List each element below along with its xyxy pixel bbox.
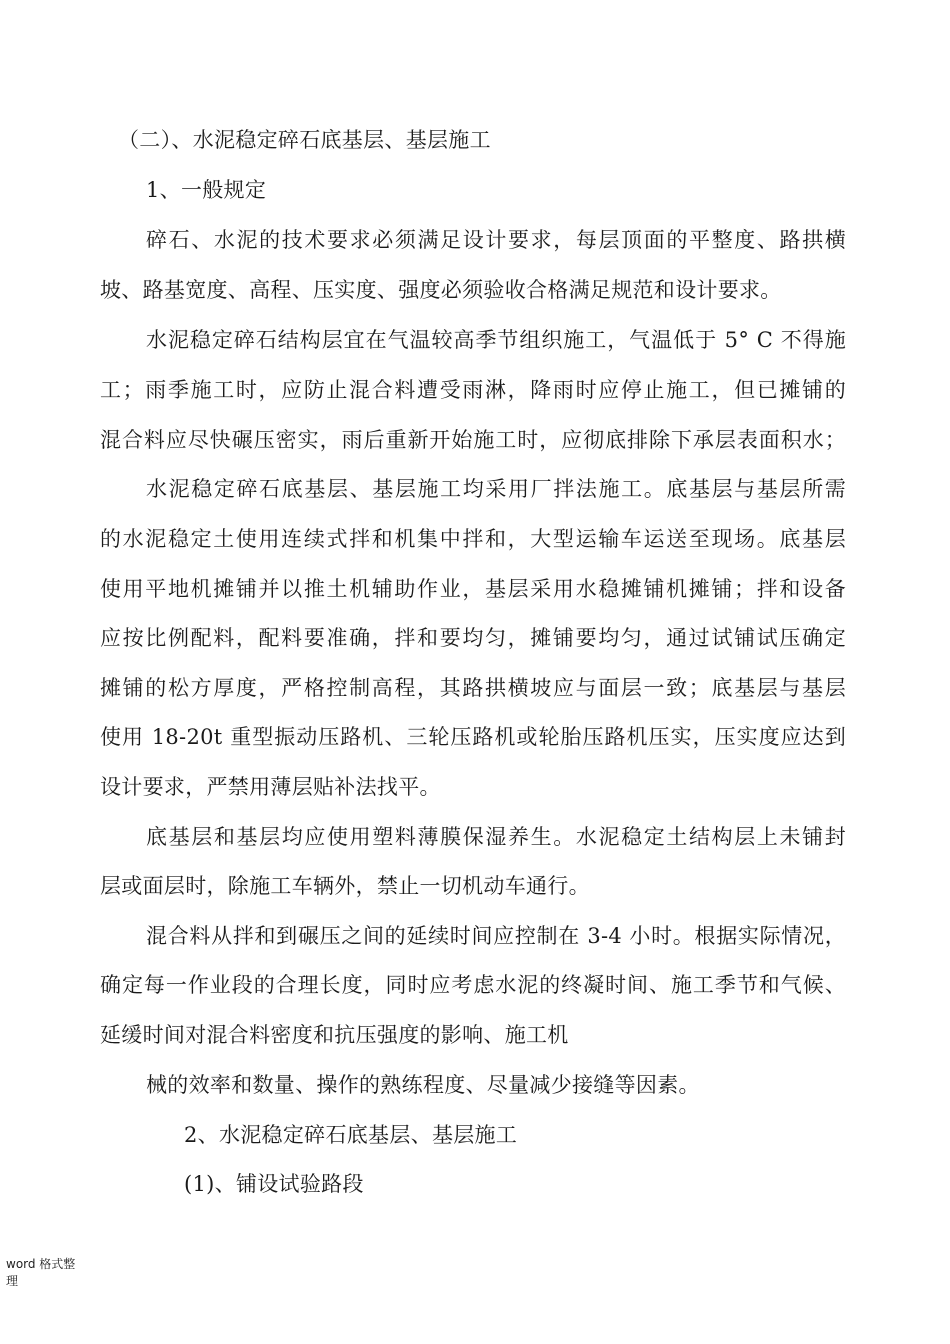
footer-line: 理: [6, 1274, 19, 1288]
paragraph-line: 混合料从拌和到碾压之间的延续时间应控制在 3-4 小时。根据实际情况，: [146, 924, 846, 948]
paragraph-line: 械的效率和数量、操作的熟练程度、尽量减少接缝等因素。: [146, 1073, 700, 1097]
paragraph-line: 坡、路基宽度、高程、压实度、强度必须验收合格满足规范和设计要求。: [100, 278, 782, 302]
paragraph-line: 水泥稳定碎石底基层、基层施工均采用厂拌法施工。底基层与基层所需: [146, 477, 846, 501]
paragraph-line: 确定每一作业段的合理长度，同时应考虑水泥的终凝时间、施工季节和气候、: [100, 973, 846, 997]
paragraph-line: 设计要求，严禁用薄层贴补法找平。: [100, 775, 441, 799]
subheading-construction: 2、水泥稳定碎石底基层、基层施工: [184, 1123, 518, 1147]
paragraph-line: 的水泥稳定土使用连续式拌和机集中拌和，大型运输车运送至现场。底基层: [100, 527, 846, 551]
paragraph-line: 工；雨季施工时，应防止混合料遭受雨淋，降雨时应停止施工，但已摊铺的: [100, 378, 846, 402]
paragraph-line: 使用平地机摊铺并以推土机辅助作业，基层采用水稳摊铺机摊铺；拌和设备: [100, 577, 846, 601]
paragraph-line: 摊铺的松方厚度，严格控制高程，其路拱横坡应与面层一致；底基层与基层: [100, 676, 846, 700]
paragraph-line: 碎石、水泥的技术要求必须满足设计要求，每层顶面的平整度、路拱横: [146, 228, 846, 252]
footer-line: word 格式整: [6, 1257, 76, 1271]
section-heading: （二）、水泥稳定碎石底基层、基层施工: [118, 128, 491, 152]
footer-watermark: [6, 1256, 86, 1290]
subheading-trial-section: (1)、铺设试验路段: [184, 1172, 364, 1196]
subheading-general-rules: 1、一般规定: [146, 178, 267, 202]
paragraph-line: 层或面层时，除施工车辆外，禁止一切机动车通行。: [100, 874, 590, 898]
paragraph-line: 延缓时间对混合料密度和抗压强度的影响、施工机: [100, 1023, 569, 1047]
paragraph-line: 使用 18-20t 重型振动压路机、三轮压路机或轮胎压路机压实，压实度应达到: [100, 725, 846, 749]
paragraph-line: 水泥稳定碎石结构层宜在气温较高季节组织施工，气温低于 5° C 不得施: [146, 328, 846, 352]
paragraph-line: 应按比例配料，配料要准确，拌和要均匀，摊铺要均匀，通过试铺试压确定: [100, 626, 846, 650]
paragraph-line: 底基层和基层均应使用塑料薄膜保湿养生。水泥稳定土结构层上未铺封: [146, 825, 846, 849]
paragraph-line: 混合料应尽快碾压密实，雨后重新开始施工时，应彻底排除下承层表面积水；: [100, 428, 846, 452]
